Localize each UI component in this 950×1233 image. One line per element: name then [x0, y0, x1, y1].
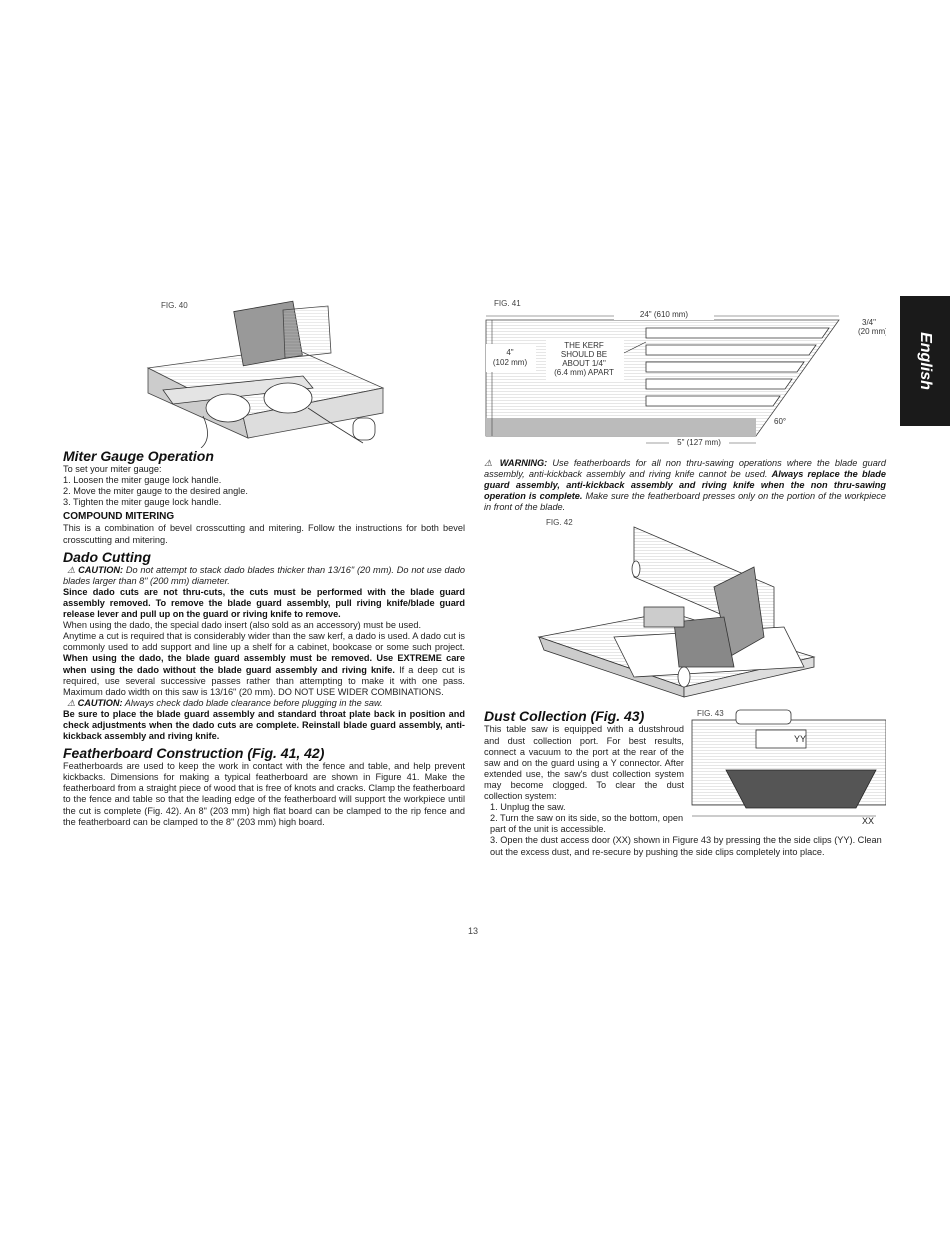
height-dimension-mm: (102 mm): [492, 358, 528, 367]
list-item: 2. Turn the saw on its side, so the bottom, open part of the unit is accessible.: [490, 813, 684, 835]
dust-collection-section: [484, 708, 886, 878]
left-column: [63, 298, 465, 828]
language-tab: [900, 296, 950, 426]
caution-text: Always check dado blade clearance before plugging in the saw.: [124, 697, 383, 708]
dust-text: This table saw is equipped with a dustshroud and dust collection port. For best results, connect a vacuum to the port at the rear of the saw and on the guard using a Y connector. After extended use, the saw's dust collection system may become clogged. To clear the dust collection system:: [484, 724, 684, 802]
featherboard-diagram: [484, 298, 886, 456]
thickness-dimension-in: 3/4": [862, 318, 876, 327]
table-saw-miter-illustration: [63, 298, 465, 448]
compound-mitering-heading: COMPOUND MITERING: [63, 511, 175, 523]
figure-42: [484, 517, 886, 702]
right-column: [484, 298, 886, 878]
dado-usage-text: Anytime a cut is required that is considerably wider than the saw kerf, a dado is used. A dado cut is commonly used to add support and line up a shelf for a cabinet, bookcase or some such project.: [63, 631, 465, 653]
kerf-note-line: ABOUT 1/4": [562, 359, 606, 368]
language-tab-label: English: [917, 332, 934, 390]
list-item: 3. Tighten the miter gauge lock handle.: [63, 497, 222, 508]
featherboard-text: Featherboards are used to keep the work in contact with the fence and table, and help prevent kickbacks. Dimensions for making a typical featherboard are shown in Figure 41. Make the featherboard from a straight piece of wood that is free of knots and cracks. Clamp the featherboard to the fence and table so that the leading edge of the featherboard will support the workpiece until the cut is complete (Fig. 42). An 8" (203 mm) high flat board can be clamped to the rip fence and the featherboard can be clamped to the 8" (203 mm) high board.: [63, 761, 465, 827]
bottom-dimension: 5" (127 mm): [677, 438, 721, 447]
xx-label: XX: [862, 816, 875, 827]
kerf-note-line: THE KERF: [564, 341, 604, 350]
warning-tail-text: Make sure the featherboard presses only on the portion of the workpiece in front of the blade.: [484, 491, 887, 513]
saw-with-featherboard-illustration: [484, 517, 886, 702]
dust-port-illustration: [686, 708, 886, 828]
fig41-label: FIG. 41: [494, 299, 521, 308]
height-dimension-in: 4": [506, 348, 514, 357]
dado-caution-1: [63, 565, 465, 587]
dado-reinstall-instruction: Be sure to place the blade guard assembly and standard throat plate back in position and check adjustments when the dado cuts are complete. Reinstall blade guard assembly, anti-kickback assembly and riving knife.: [63, 708, 465, 742]
list-item: 3. Open the dust access door (XX) shown in Figure 43 by pressing the the side clips (YY). Clean out the excess dust, and re-secure by pushing the side clips completely into place.: [490, 835, 882, 857]
featherboard-warning: [484, 458, 886, 513]
dado-caution-2: [63, 698, 465, 709]
dado-section-title: Dado Cutting: [63, 548, 151, 565]
miter-intro: To set your miter gauge:: [63, 464, 162, 474]
figure-40: [63, 298, 465, 448]
list-item: 1. Loosen the miter gauge lock handle.: [63, 475, 222, 486]
figure-41: [484, 298, 886, 456]
fig42-label: FIG. 42: [546, 518, 573, 528]
caution-text: Do not attempt to stack dado blades thicker than 13/16" (20 mm). Do not use dado blades larger than 8" (200 mm) diameter.: [63, 564, 465, 586]
warning-triangle-icon: ⚠: [67, 564, 76, 575]
page-number: 13: [468, 926, 479, 936]
kerf-note-line: SHOULD BE: [560, 350, 608, 359]
warning-triangle-icon: ⚠: [484, 458, 495, 468]
dado-usage-paragraph: [63, 631, 465, 698]
warning-label: WARNING:: [499, 458, 548, 468]
dado-bold-instruction: Since dado cuts are not thru-cuts, the cuts must be performed with the blade guard assembly removed. To remove the blade guard assembly, pull riving knife/blade guard release lever and pull up on the guard or riving knife to remove.: [63, 586, 465, 620]
kerf-note-line: (6.4 mm) APART: [554, 368, 614, 377]
warning-text: Use featherboards for all non thru-sawing operations where the blade guard assembly, anti-kickback assembly and riving knife cannot be used.: [484, 458, 886, 480]
yy-label: YY: [794, 734, 807, 745]
dado-usage-tail: If a deep cut is required, use several successive passes rather than attempting to make it with one pass. Maximum dado width on this saw is 13/16" (20 mm). DO NOT USE WIDER COMBINATIONS.: [63, 664, 465, 697]
dado-insert-text: When using the dado, the special dado insert (also sold as an accessory) must be used.: [63, 620, 422, 631]
miter-steps: [63, 475, 465, 508]
angle-label: 60°: [774, 417, 787, 426]
fig40-label: FIG. 40: [161, 301, 188, 310]
width-dimension: 24" (610 mm): [639, 310, 689, 319]
caution-label: CAUTION:: [78, 564, 124, 575]
caution-label: CAUTION:: [77, 697, 123, 708]
list-item: 2. Move the miter gauge to the desired angle.: [63, 486, 248, 497]
dado-usage-bold: When using the dado, the blade guard assembly must be removed. Use EXTREME care when using the dado without the blade guard assembly and riving knife.: [63, 653, 465, 675]
list-item: 1. Unplug the saw.: [490, 802, 566, 813]
dust-section-title: Dust Collection (Fig. 43): [484, 708, 645, 725]
warning-triangle-icon: ⚠: [67, 697, 76, 708]
warning-bold-text: Always replace the blade guard assembly, anti-kickback assembly and riving knife when the non thru-sawing operation is complete.: [484, 469, 886, 502]
compound-mitering-text: This is a combination of bevel crosscutting and mitering. Follow the instructions for both bevel crosscutting and mitering.: [63, 523, 465, 545]
fig43-label: FIG. 43: [697, 709, 724, 719]
miter-section-title: Miter Gauge Operation: [63, 448, 214, 464]
featherboard-section-title: Featherboard Construction (Fig. 41, 42): [63, 745, 325, 762]
thickness-dimension-mm: (20 mm): [858, 327, 886, 336]
